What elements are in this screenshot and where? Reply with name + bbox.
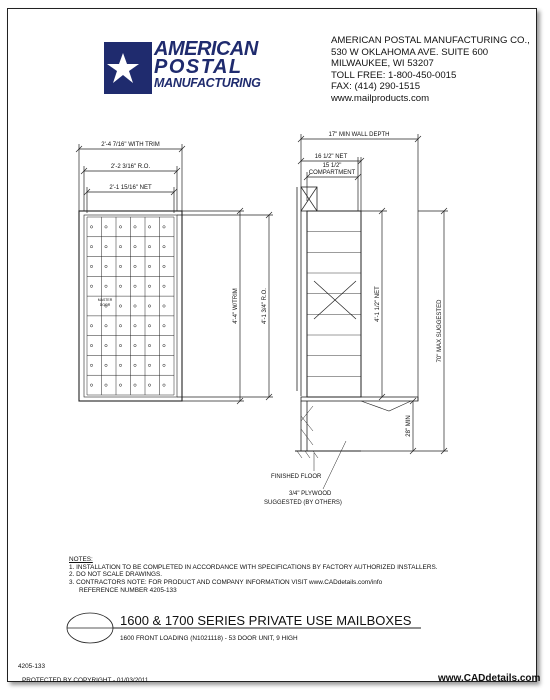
label-height-ro: 4'-1 3/4" R.O. bbox=[262, 288, 268, 324]
door-lock bbox=[90, 325, 92, 327]
label-width-net: 2'-1 15/16" NET bbox=[109, 185, 152, 191]
door-lock bbox=[134, 384, 136, 386]
door-lock bbox=[163, 364, 165, 366]
label-net-depth: 16 1/2" NET bbox=[314, 154, 348, 160]
dimension-labels bbox=[98, 132, 443, 506]
badge-master: MASTER bbox=[97, 298, 113, 302]
company-address-1: 530 W OKLAHOMA AVE. SUITE 600 bbox=[331, 46, 489, 58]
note-1: 1. INSTALLATION TO BE COMPLETED IN ACCORDANCE WITH SPECIFICATIONS BY FACTORY AUTHORIZED INSTALLERS. bbox=[69, 563, 438, 571]
door-lock bbox=[148, 245, 150, 247]
note-2: 2. DO NOT SCALE DRAWINGS. bbox=[69, 571, 163, 579]
front-view bbox=[76, 144, 273, 404]
door-lock bbox=[134, 245, 136, 247]
drawing-subtitle: 1600 FRONT LOADING (N1021118) - 53 DOOR UNIT, 9 HIGH bbox=[120, 635, 298, 642]
door-lock bbox=[90, 285, 92, 287]
door-lock bbox=[119, 305, 121, 307]
note-reference: REFERENCE NUMBER 4205-133 bbox=[79, 586, 177, 594]
door-lock bbox=[105, 226, 107, 228]
note-3: 3. CONTRACTORS NOTE: FOR PRODUCT AND COMPANY INFORMATION VISIT www.CADdetails.com/info bbox=[69, 579, 383, 587]
door-lock bbox=[90, 226, 92, 228]
label-max-suggested: 70" MAX SUGGESTED bbox=[437, 299, 443, 363]
door-lock bbox=[105, 364, 107, 366]
company-website[interactable]: www.mailproducts.com bbox=[331, 92, 430, 104]
notes-header: NOTES: bbox=[69, 556, 93, 563]
door-lock bbox=[134, 325, 136, 327]
label-width-trim: 2'-4 7/16" WITH TRIM bbox=[101, 142, 160, 148]
copyright-text: PROTECTED BY COPYRIGHT - 01/03/2011 bbox=[22, 677, 149, 684]
company-tollfree: TOLL FREE: 1-800-450-0015 bbox=[331, 69, 457, 81]
door-lock bbox=[163, 325, 165, 327]
label-compartment: COMPARTMENT bbox=[308, 170, 356, 176]
label-plywood: 3/4" PLYWOOD bbox=[289, 491, 332, 497]
door-lock bbox=[119, 245, 121, 247]
badge-door: DOOR bbox=[99, 303, 111, 307]
label-compartment-value: 15 1/2" bbox=[322, 163, 342, 169]
door-lock bbox=[119, 285, 121, 287]
door-lock bbox=[105, 384, 107, 386]
company-fax: FAX: (414) 290-1515 bbox=[331, 81, 421, 93]
door-lock bbox=[105, 285, 107, 287]
logo-line-1: AMERICAN bbox=[154, 38, 258, 60]
door-lock bbox=[148, 364, 150, 366]
door-lock bbox=[163, 384, 165, 386]
door-lock bbox=[105, 245, 107, 247]
side-view bbox=[295, 134, 448, 489]
label-finished-floor: FINISHED FLOOR bbox=[271, 474, 322, 480]
door-lock bbox=[119, 226, 121, 228]
door-lock bbox=[148, 285, 150, 287]
door-lock bbox=[148, 384, 150, 386]
door-lock bbox=[148, 325, 150, 327]
door-lock bbox=[105, 325, 107, 327]
door-lock bbox=[119, 344, 121, 346]
door-lock bbox=[90, 364, 92, 366]
door-lock bbox=[134, 364, 136, 366]
label-min-height: 28" MIN bbox=[406, 415, 412, 437]
company-name: AMERICAN POSTAL MANUFACTURING CO., bbox=[331, 35, 530, 46]
door-lock bbox=[90, 245, 92, 247]
drawing-title: 1600 & 1700 SERIES PRIVATE USE MAILBOXES bbox=[120, 613, 412, 628]
door-lock bbox=[163, 305, 165, 307]
drawing-ref-number: 4205-133 bbox=[18, 663, 46, 670]
door-lock bbox=[105, 265, 107, 267]
logo-line-3: MANUFACTURING bbox=[154, 76, 261, 90]
drawing-sheet bbox=[7, 8, 541, 684]
door-lock bbox=[119, 325, 121, 327]
door-lock bbox=[163, 245, 165, 247]
door-lock bbox=[134, 265, 136, 267]
notes-block bbox=[69, 556, 437, 595]
door-lock bbox=[148, 226, 150, 228]
company-address-2: MILWAUKEE, WI 53207 bbox=[331, 58, 434, 70]
door-lock bbox=[105, 344, 107, 346]
door-lock bbox=[148, 265, 150, 267]
label-plywood-note: SUGGESTED (BY OTHERS) bbox=[264, 500, 342, 506]
door-lock bbox=[134, 226, 136, 228]
label-wall-depth: 17" MIN WALL DEPTH bbox=[328, 132, 390, 138]
label-height-trim: 4'-4" W/TRIM bbox=[233, 288, 239, 324]
mailbox-body-side bbox=[307, 211, 361, 397]
door-lock bbox=[163, 226, 165, 228]
door-lock bbox=[90, 384, 92, 386]
door-lock bbox=[90, 265, 92, 267]
door-lock bbox=[134, 344, 136, 346]
label-height-net: 4'-1 1/2" NET bbox=[375, 286, 381, 322]
door-lock bbox=[163, 285, 165, 287]
door-lock bbox=[134, 305, 136, 307]
door-lock bbox=[119, 265, 121, 267]
door-lock bbox=[90, 344, 92, 346]
caddetails-brand[interactable]: www.CADdetails.com bbox=[438, 673, 541, 684]
door-lock bbox=[163, 344, 165, 346]
shelf-lines bbox=[307, 232, 361, 377]
label-width-ro: 2'-2 3/16" R.O. bbox=[110, 164, 151, 170]
door-lock bbox=[148, 305, 150, 307]
door-lock bbox=[134, 285, 136, 287]
logo-line-2: POSTAL bbox=[154, 56, 243, 78]
plywood-shelf bbox=[301, 397, 418, 401]
door-lock bbox=[119, 364, 121, 366]
door-lock bbox=[119, 384, 121, 386]
door-lock bbox=[148, 344, 150, 346]
door-lock bbox=[163, 265, 165, 267]
